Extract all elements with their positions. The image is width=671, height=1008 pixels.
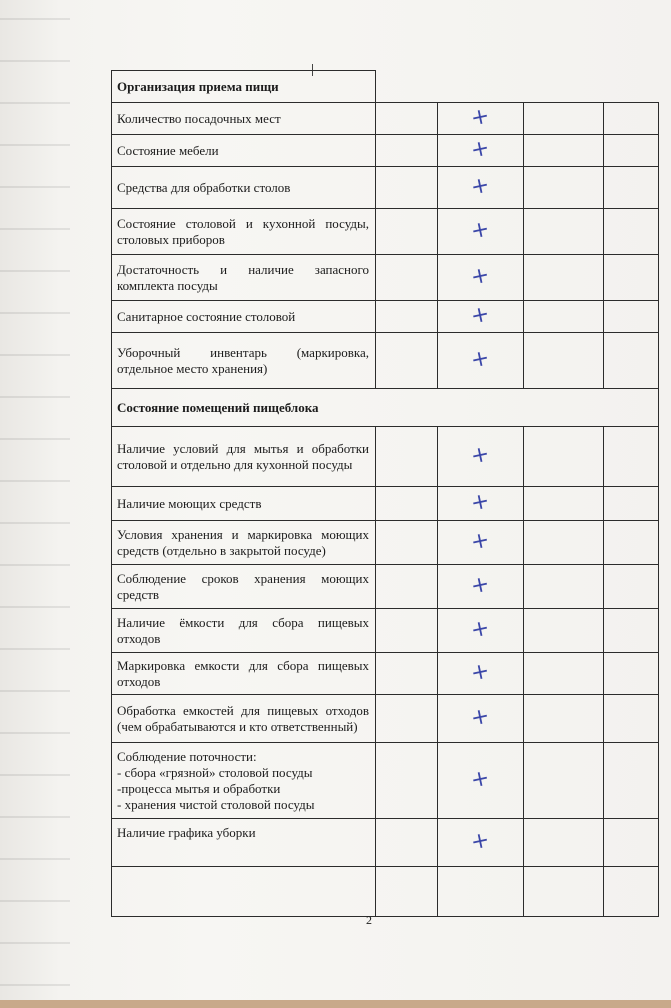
row-label: Состояние столовой и кухонной посуды, столовых приборов xyxy=(112,209,376,255)
row-label xyxy=(112,867,376,917)
plus-mark: + xyxy=(468,441,493,470)
section-header-row xyxy=(112,71,659,103)
table-row xyxy=(112,255,659,301)
checklist-table xyxy=(111,70,659,917)
section-title: Состояние помещений пищеблока xyxy=(112,389,659,427)
table-row xyxy=(112,565,659,609)
row-label: Уборочный инвентарь (маркировка, отдельное место хранения) xyxy=(112,333,376,389)
table-row xyxy=(112,167,659,209)
row-subline: - хранения чистой столовой посуды xyxy=(117,796,315,812)
row-label: Наличие условий для мытья и обработки столовой и отдельно для кухонной посуды xyxy=(112,427,376,487)
plus-mark: + xyxy=(468,615,493,644)
plus-mark: + xyxy=(468,103,493,132)
page-number: 2 xyxy=(366,913,372,927)
row-label: Соблюдение поточности: xyxy=(117,748,257,764)
plus-mark: + xyxy=(468,262,493,291)
table-row xyxy=(112,867,659,917)
table-row xyxy=(112,487,659,521)
table-row xyxy=(112,819,659,867)
scan-edge xyxy=(0,1000,671,1008)
row-label: Условия хранения и маркировка моющих средств (отдельно в закрытой посуде) xyxy=(112,521,376,565)
plus-mark: + xyxy=(468,135,493,164)
table-row xyxy=(112,103,659,135)
row-label: Состояние мебели xyxy=(112,135,376,167)
plus-mark: + xyxy=(468,172,493,201)
row-label-multiline xyxy=(112,743,376,819)
plus-mark: + xyxy=(468,527,493,556)
table-row xyxy=(112,135,659,167)
plus-mark: + xyxy=(468,301,493,330)
row-label: Средства для обработки столов xyxy=(112,167,376,209)
table-row xyxy=(112,301,659,333)
row-label: Соблюдение сроков хранения моющих средств xyxy=(112,565,376,609)
plus-mark: + xyxy=(468,488,493,517)
row-label: Количество посадочных мест xyxy=(112,103,376,135)
plus-mark: + xyxy=(468,827,493,856)
plus-mark: + xyxy=(468,765,493,794)
table-row xyxy=(112,609,659,653)
table-row xyxy=(112,653,659,695)
row-subline: -процесса мытья и обработки xyxy=(117,780,281,796)
plus-mark: + xyxy=(468,571,493,600)
table-row xyxy=(112,695,659,743)
plus-mark: + xyxy=(468,658,493,687)
table-row xyxy=(112,743,659,819)
section-title: Организация приема пищи xyxy=(112,71,376,103)
table-row xyxy=(112,427,659,487)
row-subline: - сбора «грязной» столовой посуды xyxy=(117,764,313,780)
row-label: Наличие графика уборки xyxy=(112,819,376,867)
plus-mark: + xyxy=(468,703,493,732)
plus-mark: + xyxy=(468,345,493,374)
row-label: Достаточность и наличие запасного комплекта посуды xyxy=(112,255,376,301)
row-label: Наличие моющих средств xyxy=(112,487,376,521)
table-row xyxy=(112,521,659,565)
row-label: Маркировка емкости для сбора пищевых отходов xyxy=(112,653,376,695)
table-row xyxy=(112,209,659,255)
row-label: Наличие ёмкости для сбора пищевых отходов xyxy=(112,609,376,653)
plus-mark: + xyxy=(468,216,493,245)
section-header-row xyxy=(112,389,659,427)
scan-bleed-through xyxy=(0,0,70,1000)
row-label: Обработка емкостей для пищевых отходов (чем обрабатываются и кто ответственный) xyxy=(112,695,376,743)
row-label: Санитарное состояние столовой xyxy=(112,301,376,333)
table-row xyxy=(112,333,659,389)
